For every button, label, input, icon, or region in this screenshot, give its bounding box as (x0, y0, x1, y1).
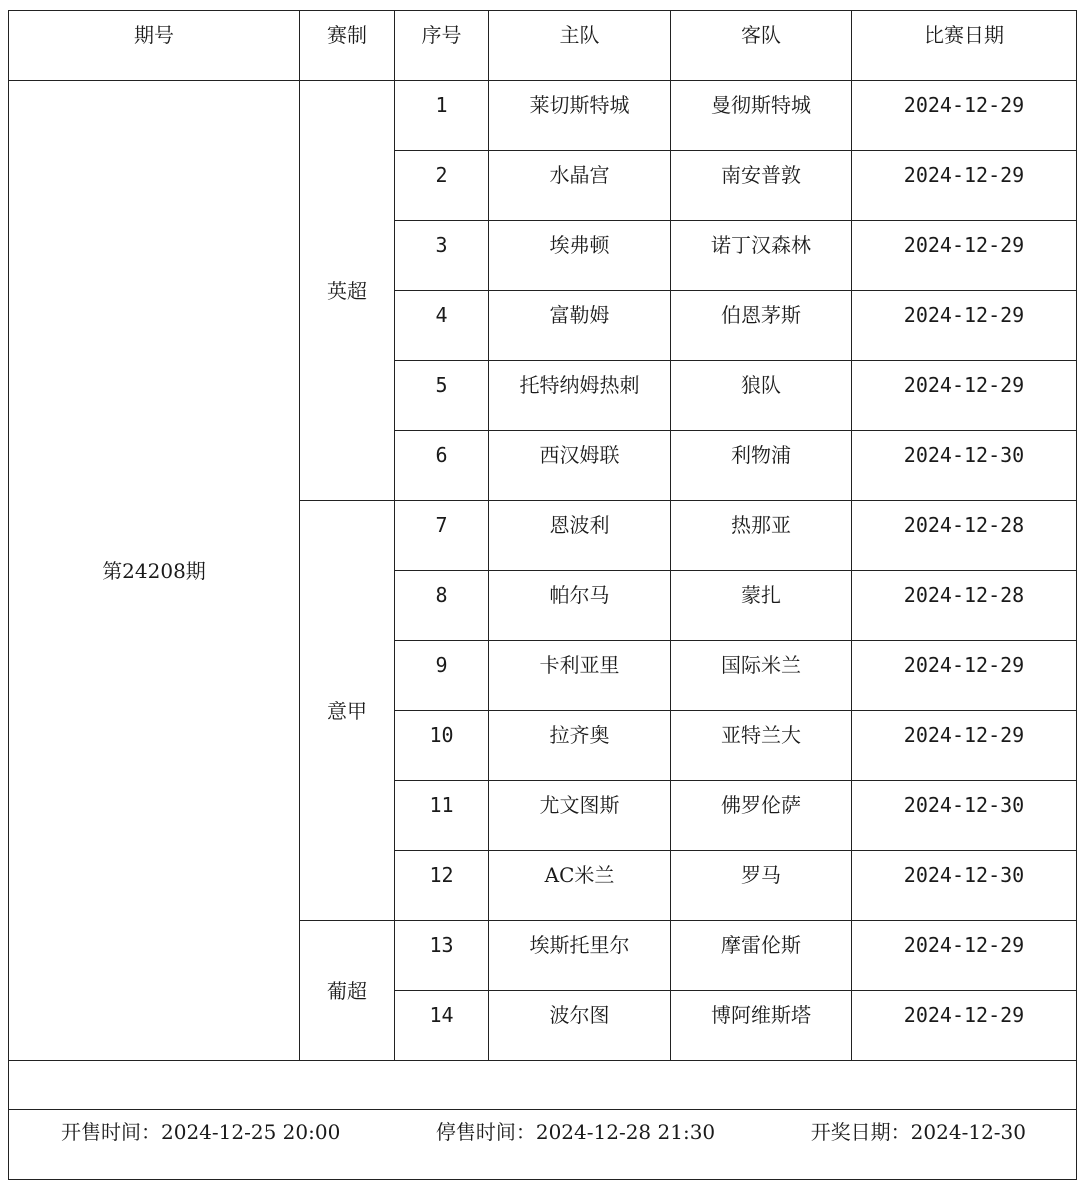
home-team-cell: 拉齐奥 (489, 711, 671, 781)
draw-date: 开奖日期：2024-12-30 (810, 1120, 1026, 1144)
away-team-cell: 蒙扎 (671, 571, 852, 641)
home-team-cell: 水晶宫 (489, 151, 671, 221)
away-team-cell: 佛罗伦萨 (671, 781, 852, 851)
blank-cell (9, 1061, 1077, 1110)
period-cell: 第24208期 (9, 81, 300, 1061)
seq-cell: 14 (395, 991, 489, 1061)
match-date-cell: 2024-12-28 (852, 571, 1077, 641)
header-period: 期号 (9, 11, 300, 81)
header-date: 比赛日期 (852, 11, 1077, 81)
seq-cell: 11 (395, 781, 489, 851)
seq-cell: 2 (395, 151, 489, 221)
match-date-cell: 2024-12-29 (852, 291, 1077, 361)
match-date-cell: 2024-12-30 (852, 781, 1077, 851)
home-team-cell: 恩波利 (489, 501, 671, 571)
match-date-cell: 2024-12-29 (852, 81, 1077, 151)
match-date-cell: 2024-12-29 (852, 361, 1077, 431)
home-team-cell: 卡利亚里 (489, 641, 671, 711)
home-team-cell: 波尔图 (489, 991, 671, 1061)
footer-info (9, 1110, 1076, 1144)
away-team-cell: 国际米兰 (671, 641, 852, 711)
away-team-cell: 利物浦 (671, 431, 852, 501)
match-date-cell: 2024-12-28 (852, 501, 1077, 571)
match-date-cell: 2024-12-29 (852, 921, 1077, 991)
header-home: 主队 (489, 11, 671, 81)
seq-cell: 1 (395, 81, 489, 151)
match-date-cell: 2024-12-29 (852, 711, 1077, 781)
match-date-cell: 2024-12-29 (852, 641, 1077, 711)
seq-cell: 10 (395, 711, 489, 781)
seq-cell: 4 (395, 291, 489, 361)
match-date-cell: 2024-12-29 (852, 221, 1077, 291)
home-team-cell: 西汉姆联 (489, 431, 671, 501)
match-schedule-table (8, 10, 1077, 1180)
seq-cell: 9 (395, 641, 489, 711)
seq-cell: 12 (395, 851, 489, 921)
away-team-cell: 伯恩茅斯 (671, 291, 852, 361)
sale-start-time: 开售时间：2024-12-25 20:00 (61, 1120, 341, 1144)
header-away: 客队 (671, 11, 852, 81)
header-row (9, 11, 1077, 81)
footer-cell (9, 1110, 1077, 1180)
header-seq: 序号 (395, 11, 489, 81)
league-cell-seriea: 意甲 (300, 501, 395, 921)
match-date-cell: 2024-12-30 (852, 851, 1077, 921)
seq-cell: 7 (395, 501, 489, 571)
league-cell-epl: 英超 (300, 81, 395, 501)
away-team-cell: 亚特兰大 (671, 711, 852, 781)
match-date-cell: 2024-12-29 (852, 991, 1077, 1061)
away-team-cell: 热那亚 (671, 501, 852, 571)
away-team-cell: 罗马 (671, 851, 852, 921)
match-date-cell: 2024-12-29 (852, 151, 1077, 221)
home-team-cell: 富勒姆 (489, 291, 671, 361)
seq-cell: 5 (395, 361, 489, 431)
header-competition: 赛制 (300, 11, 395, 81)
away-team-cell: 摩雷伦斯 (671, 921, 852, 991)
seq-cell: 3 (395, 221, 489, 291)
home-team-cell: AC米兰 (489, 851, 671, 921)
away-team-cell: 诺丁汉森林 (671, 221, 852, 291)
away-team-cell: 狼队 (671, 361, 852, 431)
away-team-cell: 博阿维斯塔 (671, 991, 852, 1061)
away-team-cell: 南安普敦 (671, 151, 852, 221)
home-team-cell: 帕尔马 (489, 571, 671, 641)
league-cell-portugal: 葡超 (300, 921, 395, 1061)
sale-stop-time: 停售时间：2024-12-28 21:30 (435, 1120, 716, 1144)
schedule-table-container (8, 10, 1076, 1180)
home-team-cell: 托特纳姆热刺 (489, 361, 671, 431)
seq-cell: 6 (395, 431, 489, 501)
seq-cell: 8 (395, 571, 489, 641)
home-team-cell: 莱切斯特城 (489, 81, 671, 151)
home-team-cell: 埃弗顿 (489, 221, 671, 291)
table-row (9, 81, 1077, 151)
seq-cell: 13 (395, 921, 489, 991)
match-date-cell: 2024-12-30 (852, 431, 1077, 501)
home-team-cell: 埃斯托里尔 (489, 921, 671, 991)
away-team-cell: 曼彻斯特城 (671, 81, 852, 151)
blank-row (9, 1061, 1077, 1110)
footer-row (9, 1110, 1077, 1180)
home-team-cell: 尤文图斯 (489, 781, 671, 851)
